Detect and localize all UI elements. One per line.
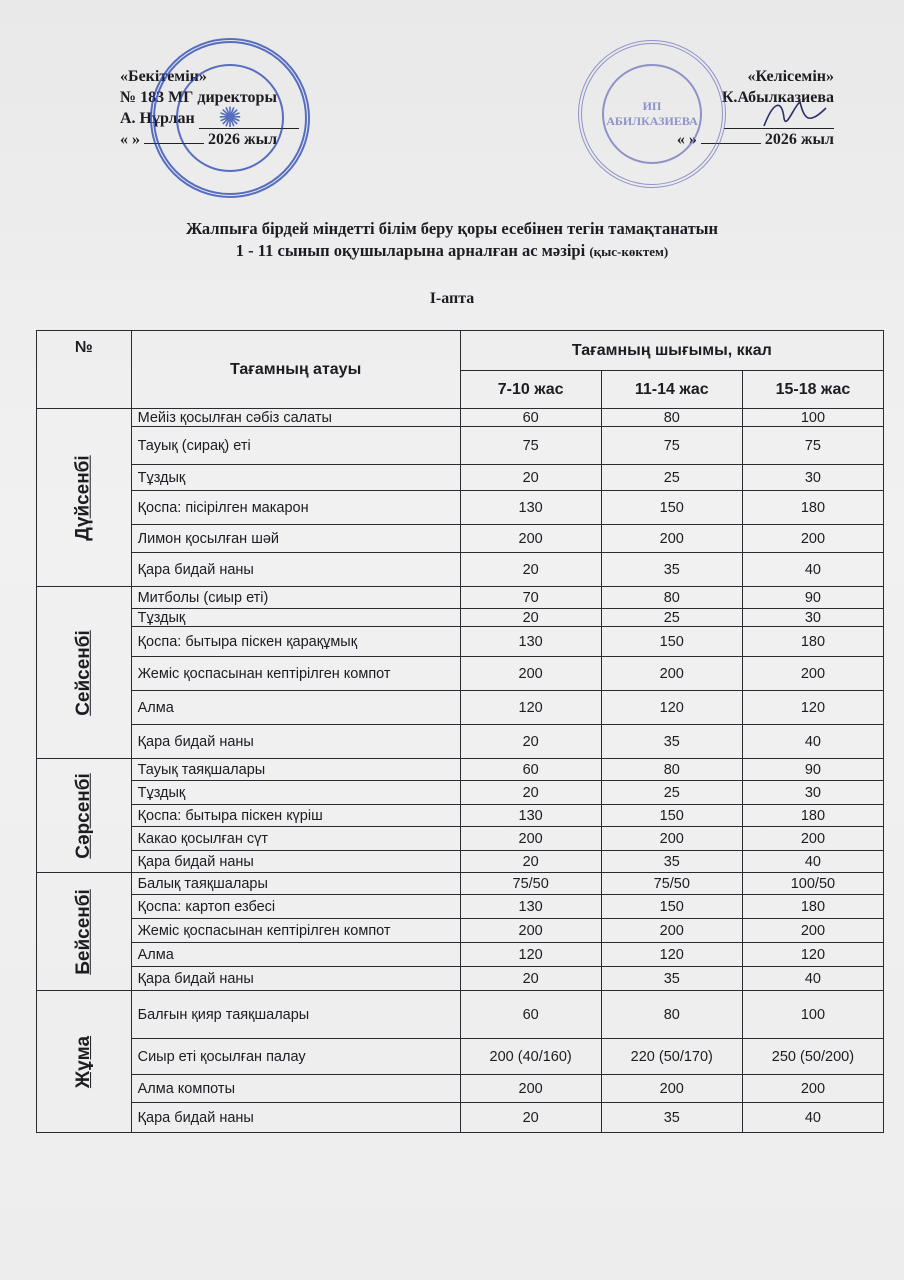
dish-name-cell: Жеміс қоспасынан кептірілген компот xyxy=(131,919,460,943)
kcal-value-cell: 120 xyxy=(601,691,742,725)
day-cell xyxy=(37,587,132,759)
menu-table xyxy=(36,330,884,1133)
kcal-value-cell: 130 xyxy=(460,491,601,525)
company-seal-stamp xyxy=(578,40,726,188)
table-row xyxy=(37,657,884,691)
kcal-value-cell: 200 (40/160) xyxy=(460,1039,601,1075)
dish-name-cell: Қоспа: бытыра піскен күріш xyxy=(131,805,460,827)
week-label: I-апта xyxy=(429,290,475,307)
kcal-value-cell: 150 xyxy=(601,491,742,525)
kcal-value-cell: 20 xyxy=(460,967,601,991)
kcal-value-cell: 80 xyxy=(601,409,742,427)
table-row xyxy=(37,1039,884,1075)
age-group-header: 7-10 жас xyxy=(460,371,601,409)
kcal-value-cell: 75 xyxy=(460,427,601,465)
table-row xyxy=(37,851,884,873)
kcal-value-cell: 30 xyxy=(742,781,883,805)
dish-name-cell: Қара бидай наны xyxy=(131,851,460,873)
kcal-value-cell: 120 xyxy=(460,691,601,725)
kcal-value-cell: 180 xyxy=(742,491,883,525)
signature-scribble xyxy=(760,96,830,136)
table-row xyxy=(37,967,884,991)
kcal-value-cell: 200 xyxy=(601,657,742,691)
kcal-value-cell: 130 xyxy=(460,895,601,919)
kcal-value-cell: 150 xyxy=(601,895,742,919)
dish-name-cell: Жеміс қоспасынан кептірілген компот xyxy=(131,657,460,691)
kcal-value-cell: 75/50 xyxy=(460,873,601,895)
kcal-value-cell: 100/50 xyxy=(742,873,883,895)
number-column-header: № xyxy=(37,331,132,409)
dish-name-cell: Қара бидай наны xyxy=(131,1103,460,1133)
kcal-value-cell: 30 xyxy=(742,465,883,491)
table-row xyxy=(37,943,884,967)
table-row xyxy=(37,427,884,465)
dish-name-cell: Қара бидай наны xyxy=(131,553,460,587)
dish-name-cell: Тауық (сирақ) еті xyxy=(131,427,460,465)
kcal-value-cell: 250 (50/200) xyxy=(742,1039,883,1075)
age-group-header: 11-14 жас xyxy=(601,371,742,409)
kcal-value-cell: 100 xyxy=(742,409,883,427)
kcal-value-cell: 180 xyxy=(742,805,883,827)
dish-name-cell: Қоспа: картоп езбесі xyxy=(131,895,460,919)
day-name: Дүйсенбі xyxy=(72,454,94,541)
kcal-value-cell: 40 xyxy=(742,725,883,759)
dish-name-cell: Қоспа: бытыра піскен қарақұмық xyxy=(131,627,460,657)
dish-name-cell: Мейіз қосылған сәбіз салаты xyxy=(131,409,460,427)
kcal-value-cell: 200 xyxy=(601,919,742,943)
table-row xyxy=(37,627,884,657)
dish-name-cell: Қоспа: пісірілген макарон xyxy=(131,491,460,525)
kcal-value-cell: 80 xyxy=(601,759,742,781)
kcal-value-cell: 60 xyxy=(460,759,601,781)
kcal-value-cell: 200 xyxy=(742,827,883,851)
title-line-2 xyxy=(0,240,904,263)
dish-name-cell: Қара бидай наны xyxy=(131,725,460,759)
kcal-value-cell: 70 xyxy=(460,587,601,609)
kcal-value-cell: 200 xyxy=(460,657,601,691)
table-row xyxy=(37,491,884,525)
day-cell xyxy=(37,759,132,873)
table-row xyxy=(37,781,884,805)
kcal-value-cell: 90 xyxy=(742,759,883,781)
table-row xyxy=(37,919,884,943)
day-name: Жұма xyxy=(72,1035,94,1088)
kcal-value-cell: 220 (50/170) xyxy=(601,1039,742,1075)
company-seal-text: ИП АБИЛКАЗИЕВА xyxy=(602,64,702,164)
age-group-header: 15-18 жас xyxy=(742,371,883,409)
kcal-value-cell: 60 xyxy=(460,991,601,1039)
kcal-value-cell: 150 xyxy=(601,805,742,827)
kcal-value-cell: 200 xyxy=(460,525,601,553)
kcal-value-cell: 120 xyxy=(742,943,883,967)
agreement-title: «Келісемін» xyxy=(747,68,834,85)
kcal-value-cell: 130 xyxy=(460,627,601,657)
approval-position: № 183 МГ директоры xyxy=(120,89,277,106)
kcal-value-cell: 40 xyxy=(742,553,883,587)
kcal-value-cell: 35 xyxy=(601,725,742,759)
dish-name-cell: Қара бидай наны xyxy=(131,967,460,991)
kcal-value-cell: 20 xyxy=(460,465,601,491)
day-cell xyxy=(37,873,132,991)
title-line-2-text: 1 - 11 сынып оқушыларына арналған ас мәзірі xyxy=(235,241,586,260)
kcal-value-cell: 200 xyxy=(460,919,601,943)
agreement-name: К.Абылказиева xyxy=(721,89,834,106)
school-seal-stamp xyxy=(150,38,310,198)
kcal-value-cell: 30 xyxy=(742,609,883,627)
approval-name: А. Нұрлан xyxy=(120,110,195,127)
kcal-value-cell: 25 xyxy=(601,781,742,805)
kcal-value-cell: 75/50 xyxy=(601,873,742,895)
kcal-value-cell: 120 xyxy=(601,943,742,967)
table-row xyxy=(37,827,884,851)
kcal-value-cell: 200 xyxy=(742,919,883,943)
kcal-value-cell: 120 xyxy=(460,943,601,967)
kcal-value-cell: 200 xyxy=(742,525,883,553)
kcal-value-cell: 40 xyxy=(742,1103,883,1133)
table-header-row xyxy=(37,331,884,371)
kcal-value-cell: 35 xyxy=(601,967,742,991)
table-row xyxy=(37,1075,884,1103)
kcal-value-cell: 200 xyxy=(601,525,742,553)
document-title xyxy=(0,218,904,263)
kcal-value-cell: 200 xyxy=(460,1075,601,1103)
table-row xyxy=(37,1103,884,1133)
table-row xyxy=(37,553,884,587)
kcal-value-cell: 130 xyxy=(460,805,601,827)
kcal-value-cell: 25 xyxy=(601,465,742,491)
kcal-value-cell: 20 xyxy=(460,1103,601,1133)
kcal-value-cell: 75 xyxy=(742,427,883,465)
kcal-value-cell: 40 xyxy=(742,967,883,991)
season-label: (қыс-көктем) xyxy=(589,244,669,259)
kcal-value-cell: 60 xyxy=(460,409,601,427)
dish-name-cell: Тұздық xyxy=(131,609,460,627)
table-row xyxy=(37,691,884,725)
kcal-value-cell: 200 xyxy=(742,1075,883,1103)
dish-name-column-header: Тағамның атауы xyxy=(131,331,460,409)
dish-name-cell: Балғын қияр таяқшалары xyxy=(131,991,460,1039)
table-row xyxy=(37,409,884,427)
dish-name-cell: Тұздық xyxy=(131,781,460,805)
table-row xyxy=(37,873,884,895)
dish-name-cell: Балық таяқшалары xyxy=(131,873,460,895)
kcal-value-cell: 35 xyxy=(601,851,742,873)
kcal-value-cell: 20 xyxy=(460,725,601,759)
day-cell xyxy=(37,409,132,587)
kcal-value-cell: 150 xyxy=(601,627,742,657)
dish-name-cell: Алма xyxy=(131,691,460,725)
table-row xyxy=(37,991,884,1039)
kcal-value-cell: 20 xyxy=(460,609,601,627)
day-cell xyxy=(37,991,132,1133)
dish-name-cell: Тауық таяқшалары xyxy=(131,759,460,781)
dish-name-cell: Алма xyxy=(131,943,460,967)
kcal-value-cell: 90 xyxy=(742,587,883,609)
kcal-value-cell: 20 xyxy=(460,851,601,873)
menu-body xyxy=(37,409,884,1133)
table-row xyxy=(37,525,884,553)
kcal-value-cell: 40 xyxy=(742,851,883,873)
table-row xyxy=(37,465,884,491)
table-row xyxy=(37,609,884,627)
kcal-value-cell: 100 xyxy=(742,991,883,1039)
day-name: Бейсенбі xyxy=(72,888,94,975)
dish-name-cell: Лимон қосылған шәй xyxy=(131,525,460,553)
kcal-value-cell: 80 xyxy=(601,991,742,1039)
day-name: Сәрсенбі xyxy=(72,772,94,859)
title-line-1: Жалпыға бірдей міндетті білім беру қоры есебінен тегін тамақтанатын xyxy=(185,219,719,238)
kcal-value-cell: 75 xyxy=(601,427,742,465)
table-row xyxy=(37,725,884,759)
kcal-value-cell: 35 xyxy=(601,1103,742,1133)
agreement-date-prefix: « » xyxy=(676,131,697,148)
table-row xyxy=(37,805,884,827)
kcal-value-cell: 200 xyxy=(601,1075,742,1103)
kcal-value-cell: 20 xyxy=(460,553,601,587)
dish-name-cell: Митболы (сиыр еті) xyxy=(131,587,460,609)
output-column-header: Тағамның шығымы, ккал xyxy=(460,331,883,371)
dish-name-cell: Сиыр еті қосылған палау xyxy=(131,1039,460,1075)
approval-date-prefix: « » xyxy=(120,131,140,148)
kcal-value-cell: 180 xyxy=(742,895,883,919)
dish-name-cell: Тұздық xyxy=(131,465,460,491)
table-row xyxy=(37,759,884,781)
kcal-value-cell: 200 xyxy=(742,657,883,691)
table-row xyxy=(37,587,884,609)
approval-title: «Бекітемін» xyxy=(120,68,207,85)
approval-date-year: 2026 жыл xyxy=(208,131,278,148)
kcal-value-cell: 20 xyxy=(460,781,601,805)
kcal-value-cell: 25 xyxy=(601,609,742,627)
kcal-value-cell: 200 xyxy=(460,827,601,851)
kcal-value-cell: 180 xyxy=(742,627,883,657)
seal-emblem: ✺ xyxy=(176,64,284,172)
agreement-date-year: 2026 жыл xyxy=(764,131,834,148)
day-name: Сейсенбі xyxy=(72,629,94,716)
kcal-value-cell: 35 xyxy=(601,553,742,587)
dish-name-cell: Алма компоты xyxy=(131,1075,460,1103)
kcal-value-cell: 200 xyxy=(601,827,742,851)
dish-name-cell: Какао қосылған сүт xyxy=(131,827,460,851)
table-row xyxy=(37,895,884,919)
kcal-value-cell: 120 xyxy=(742,691,883,725)
kcal-value-cell: 80 xyxy=(601,587,742,609)
